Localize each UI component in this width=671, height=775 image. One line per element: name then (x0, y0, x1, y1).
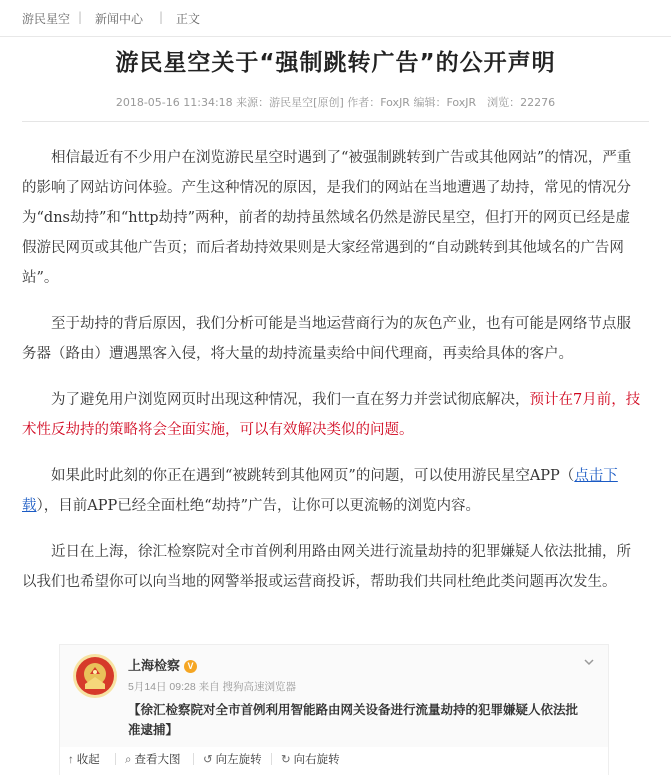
breadcrumb-home[interactable]: 游民星空 (22, 12, 71, 26)
weibo-timestamp: 5月14日 09:28 来自 搜狗高速浏览器 (128, 681, 297, 693)
verified-badge-icon: V (184, 660, 197, 673)
breadcrumb (0, 0, 671, 37)
weibo-card (60, 645, 608, 747)
breadcrumb-section[interactable]: 新闻中心 (95, 12, 144, 26)
paragraph-4-text-b: ），目前APP已经全面杜绝“劫持”广告，让你可以更流畅的浏览内容。 (36, 498, 481, 514)
rotate-right-button[interactable]: ↻ 向右旋转 (281, 754, 340, 766)
breadcrumb-current: 正文 (176, 12, 201, 26)
view-large-button[interactable]: ⌕ 查看大图 (125, 754, 181, 766)
action-separator (193, 753, 194, 765)
action-separator (271, 753, 272, 765)
download-link[interactable]: 点击下载 (22, 468, 618, 514)
procuratorate-emblem-icon (72, 653, 118, 699)
weibo-account-name: 上海检察 V (128, 655, 197, 674)
chevron-down-icon[interactable] (584, 657, 594, 667)
weibo-post-text: 【徐汇检察院对全市首例利用智能路由网关设备进行流量劫持的犯罪嫌疑人依法批准逮捕】 (128, 703, 579, 737)
article-meta: 2018-05-16 11:34:18 来源：游民星空[原创] 作者：FoxJR 编辑：FoxJR 浏览：22276 (115, 96, 556, 109)
breadcrumb-separator: | (78, 10, 83, 24)
paragraph-4 (22, 461, 642, 521)
divider (22, 121, 649, 122)
image-action-bar (58, 748, 558, 772)
highlight-text: 预计在7月前，技术性反劫持的策略将会全面实施，可以有效解决类似的问题。 (22, 392, 641, 438)
rotate-left-button[interactable]: ↺ 向左旋转 (203, 754, 262, 766)
paragraph-4-text-a: 如果此时此刻的你正在遇到“被跳转到其他网页”的问题，可以使用游民星空APP（ (51, 468, 575, 484)
page-title: 游民星空关于“强制跳转广告”的公开声明 (115, 50, 556, 76)
paragraph-2: 至于劫持的背后原因，我们分析可能是当地运营商行为的灰色产业，也有可能是网络节点服务器（路由）遭遇黑客入侵，将大量的劫持流量卖给中间代理商，再卖给具体的客户。 (22, 316, 631, 362)
article-body (22, 143, 642, 613)
collapse-icon: ↑ (68, 754, 74, 766)
collapse-button[interactable]: ↑ 收起 (68, 754, 100, 766)
paragraph-5: 近日在上海，徐汇检察院对全市首例利用路由网关进行流量劫持的犯罪嫌疑人依法批捕，所以我们也希望你可以向当地的网警举报或运营商投诉，帮助我们共同杜绝此类问题再次发生。 (22, 544, 631, 590)
paragraph-3 (22, 385, 642, 445)
breadcrumb-separator: | (159, 10, 164, 24)
search-icon: ⌕ (125, 754, 132, 766)
paragraph-3-text: 为了避免用户浏览网页时出现这种情况，我们一直在努力并尝试彻底解决， (51, 392, 530, 408)
rotate-right-icon: ↻ (281, 754, 291, 766)
action-separator (115, 753, 116, 765)
rotate-left-icon: ↺ (203, 754, 213, 766)
paragraph-1: 相信最近有不少用户在浏览游民星空时遇到了“被强制跳转到广告或其他网站”的情况，严重的影响了网站访问体验。产生这种情况的原因，是我们的网站在当地遭遇了劫持，常见的情况分为“dns劫持”和“http劫持”两种，前者的劫持虽然域名仍然是游民星空，但打开的网页已经是虚假游民网页或其他广告页；而后者劫持效果则是大家经常遇到的“自动跳转到其他域名的广告网站”。 (22, 150, 632, 286)
